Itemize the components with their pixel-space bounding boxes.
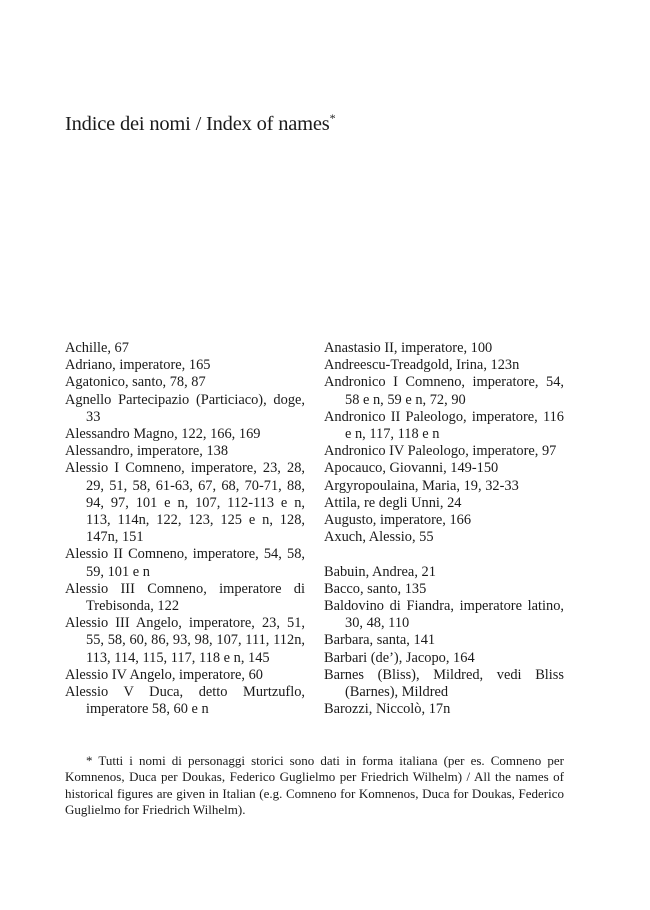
title-text: Indice dei nomi / Index of names	[65, 113, 330, 135]
index-entry: Alessandro, imperatore, 138	[65, 443, 229, 460]
index-column-left	[65, 340, 305, 718]
index-entry: Alessio I Comneno, imperatore, 23, 28, 29, 51, 58, 61-63, 67, 68, 70-71, 88, 94, 97, 101 e n, 107, 112-113 e n, 113, 114n, 122, 123, 125 e n, 128, 147n, 151	[65, 460, 305, 546]
index-entry: Babuin, Andrea, 21	[324, 563, 436, 580]
index-column-right	[324, 340, 564, 718]
footnote: * Tutti i nomi di personaggi storici sono dati in forma italiana (per es. Comneno per Komnenos, Duca per Doukas, Federico Guglielmo per Friedrich Wilhelm) / All the names of historical figures are given in Italian (e.g. Comneno for Komnenos, Duca for Doukas, Federico Guglielmo for Friedrich Wilhelm).	[65, 753, 564, 818]
index-entry: Andreescu-Treadgold, Irina, 123n	[324, 357, 520, 374]
index-entry: Andronico II Paleologo, imperatore, 116 e n, 117, 118 e n	[324, 408, 564, 443]
index-entry: Alessio III Angelo, imperatore, 23, 51, 55, 58, 60, 86, 93, 98, 107, 111, 112n, 113, 114, 115, 117, 118 e n, 145	[65, 615, 305, 666]
index-entry: Anastasio II, imperatore, 100	[324, 340, 493, 356]
index-entry: Adriano, imperatore, 165	[65, 357, 211, 374]
index-entry: Andronico I Comneno, imperatore, 54, 58 e n, 59 e n, 72, 90	[324, 374, 564, 408]
index-entry: Augusto, imperatore, 166	[324, 512, 472, 529]
index-entry: Alessandro Magno, 122, 166, 169	[65, 426, 261, 443]
index-entry: Achille, 67	[65, 340, 129, 356]
index-entry: Argyropoulaina, Maria, 19, 32-33	[324, 477, 519, 494]
index-entry: Alessio V Duca, detto Murtzuflo, imperatore 58, 60 e n	[65, 684, 305, 718]
page-title	[65, 113, 335, 136]
letter-group-divider	[324, 546, 564, 563]
index-entry: Barbari (de’), Jacopo, 164	[324, 649, 475, 666]
footnote-mark: *	[329, 111, 336, 125]
index-entry: Barnes (Bliss), Mildred, vedi Bliss (Barnes), Mildred	[324, 666, 564, 701]
index-entry: Apocauco, Giovanni, 149-150	[324, 460, 499, 477]
index-entry: Agatonico, santo, 78, 87	[65, 374, 206, 391]
index-entry: Attila, re degli Unni, 24	[324, 494, 462, 511]
index-entry: Baldovino di Fiandra, imperatore latino, 30, 48, 110	[324, 598, 564, 632]
index-entry: Agnello Partecipazio (Particiaco), doge, 33	[65, 391, 305, 425]
index-entry: Alessio IV Angelo, imperatore, 60	[65, 666, 263, 683]
index-entry: Alessio III Comneno, imperatore di Trebisonda, 122	[65, 580, 305, 615]
index-entry: Barozzi, Niccolò, 17n	[324, 701, 451, 718]
index-entry: Alessio II Comneno, imperatore, 54, 58, 59, 101 e n	[65, 546, 305, 580]
index-entry: Andronico IV Paleologo, imperatore, 97	[324, 443, 557, 460]
index-entry: Bacco, santo, 135	[324, 580, 427, 597]
index-entry: Barbara, santa, 141	[324, 632, 436, 649]
index-entry: Axuch, Alessio, 55	[324, 529, 434, 546]
